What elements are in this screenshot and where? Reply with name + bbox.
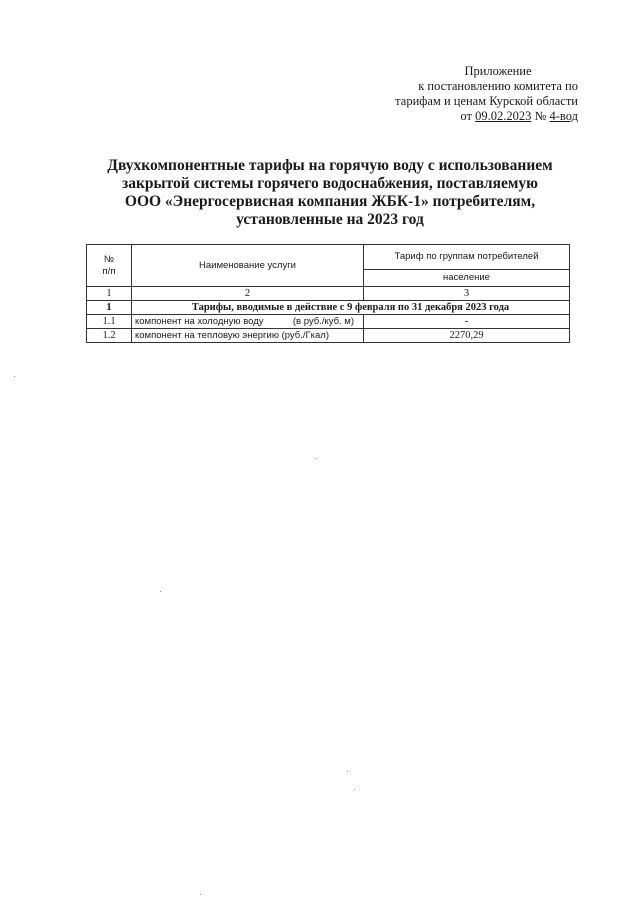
appendix-date: 09.02.2023 <box>475 109 532 123</box>
index-cell-1: 1 <box>87 287 132 301</box>
table-row <box>87 315 570 329</box>
index-cell-2: 2 <box>132 287 364 301</box>
row-num: 1.2 <box>87 329 132 343</box>
appendix-number-sign: № <box>531 109 550 123</box>
header-name: Наименование услуги <box>132 245 364 287</box>
scan-speck <box>347 771 348 772</box>
title-line4: установленные на 2023 год <box>236 211 424 228</box>
section-row <box>87 301 570 315</box>
title-line1: Двухкомпонентные тарифы на горячую воду с использованием <box>107 157 553 174</box>
scan-speck <box>200 894 201 895</box>
appendix-line3: тарифам и ценам Курской области <box>395 94 578 108</box>
table-row <box>87 329 570 343</box>
header-row <box>87 245 570 270</box>
appendix-number: 4-вод <box>549 109 578 123</box>
row-value: 2270,29 <box>364 329 570 343</box>
appendix-line1: Приложение <box>464 64 532 78</box>
appendix-from: от <box>460 109 476 123</box>
row-name-text: компонент на тепловую энергию (руб./Гкал) <box>135 329 330 341</box>
row-value: - <box>364 315 570 329</box>
row-unit: (в руб./куб. м) <box>292 315 354 327</box>
row-name <box>132 315 364 329</box>
document-title <box>100 157 560 229</box>
scan-speck <box>354 789 355 790</box>
section-num: 1 <box>87 301 132 315</box>
appendix-line4 <box>358 109 578 124</box>
row-name <box>132 329 364 343</box>
index-cell-3: 3 <box>364 287 570 301</box>
scan-speck <box>316 458 317 459</box>
row-name-text: компонент на холодную воду <box>135 315 264 327</box>
tariffs-table <box>86 244 570 343</box>
index-row <box>87 287 570 301</box>
header-population: население <box>364 270 570 287</box>
header-tariff-group: Тариф по группам потребителей <box>364 245 570 270</box>
section-label: Тарифы, вводимые в действие с 9 февраля по 31 декабря 2023 года <box>132 301 570 315</box>
header-num: № п/п <box>87 245 132 287</box>
appendix-line2: к постановлению комитета по <box>418 79 578 93</box>
title-line2: закрытой системы горячего водоснабжения, поставляемую <box>121 175 538 192</box>
row-num: 1.1 <box>87 315 132 329</box>
title-line3: ООО «Энергосервисная компания ЖБК-1» потребителям, <box>124 193 536 210</box>
scan-speck <box>160 591 161 592</box>
scan-speck <box>14 376 15 377</box>
appendix-block <box>358 64 578 124</box>
